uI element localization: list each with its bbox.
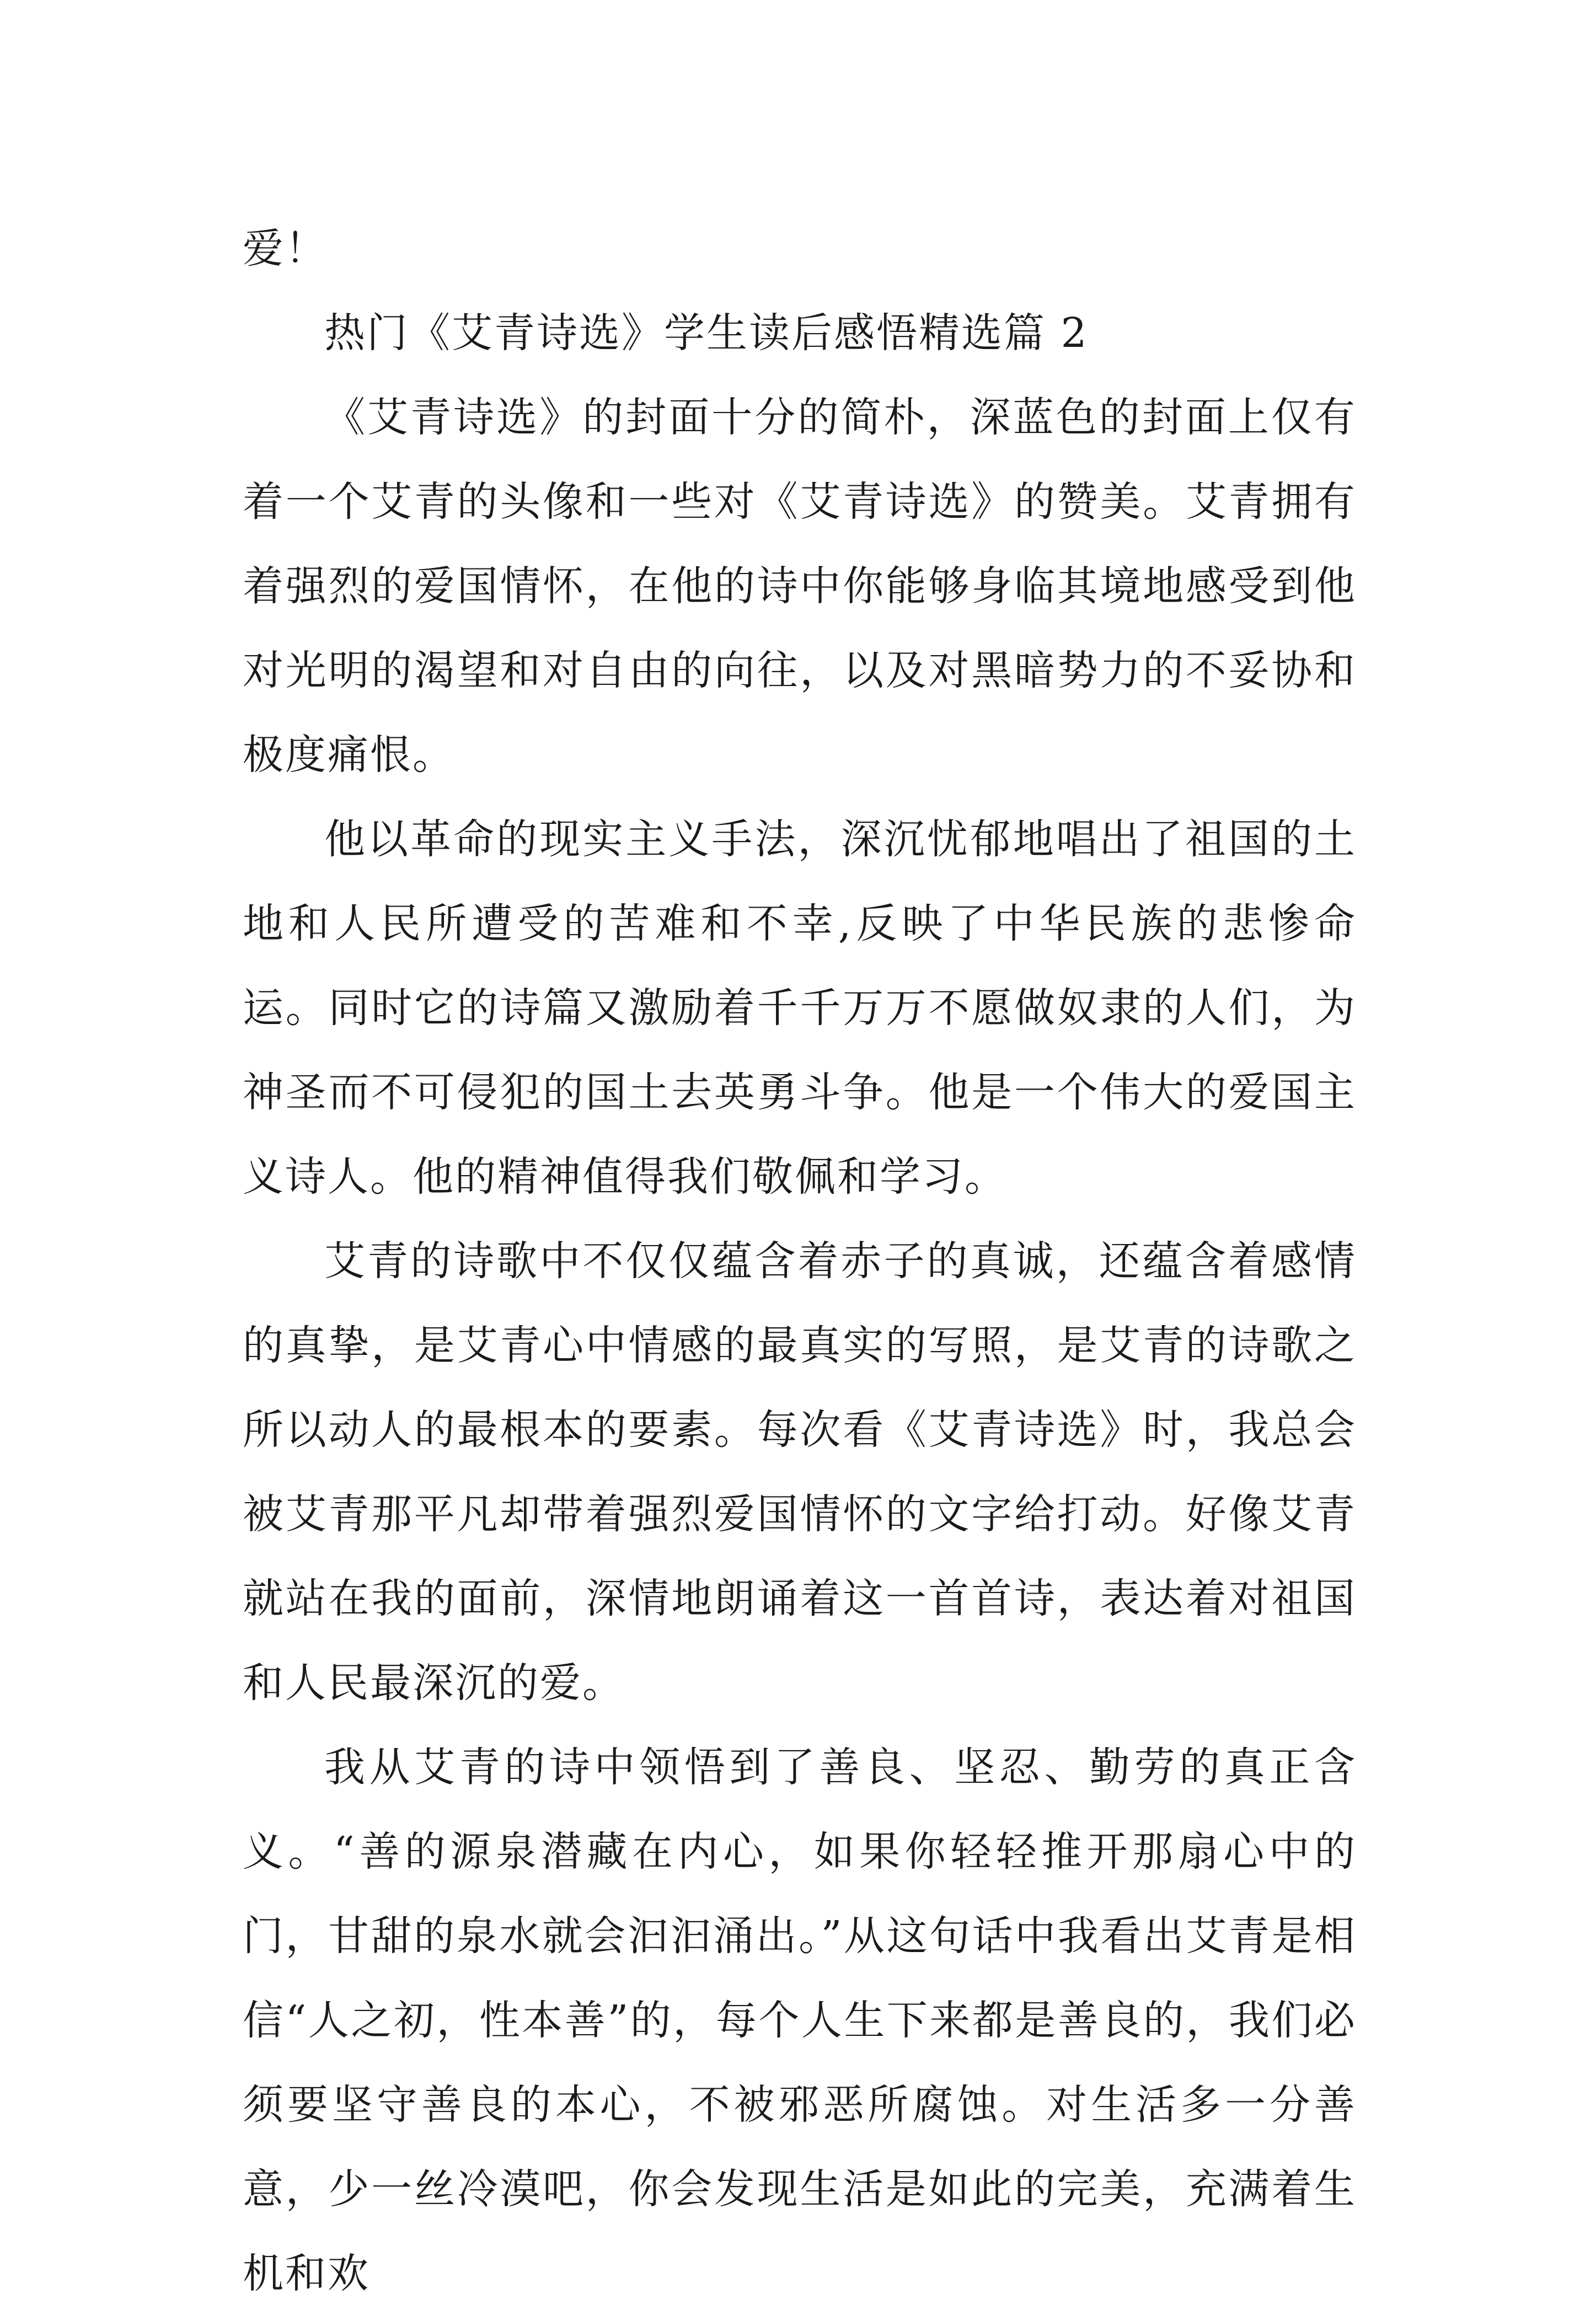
section-heading: 热门《艾青诗选》学生读后感悟精选篇 2 (324, 309, 1089, 357)
paragraph: 艾青的诗歌中不仅仅蕴含着赤子的真诚，还蕴含着感情的真挚，是艾青心中情感的最真实的写照，是艾青的诗歌之所以动人的最根本的要素。每次看《艾青诗选》时，我总会被艾青那平凡却带着强烈爱国情怀的文字给打动。好像艾青就站在我的面前，深情地朗诵着这一首首诗，表达着对祖国和人民最深沉的爱。 (243, 1237, 1357, 1707)
paragraph: 《艾青诗选》的封面十分的简朴，深蓝色的封面上仅有着一个艾青的头像和一些对《艾青诗选》的赞美。艾青拥有着强烈的爱国情怀，在他的诗中你能够身临其境地感受到他对光明的渴望和对自由的向往，以及对黑暗势力的不妥协和极度痛恨。 (243, 394, 1357, 779)
document-body (243, 207, 1357, 2316)
paragraph: 我从艾青的诗中领悟到了善良、坚忍、勤劳的真正含义。“善的源泉潜藏在内心，如果你轻轻推开那扇心中的门，甘甜的泉水就会汩汩涌出。”从这句话中我看出艾青是相信“人之初，性本善”的，每个人生下来都是善良的，我们必须要坚守善良的本心，不被邪恶所腐蚀。对生活多一分善意，少一丝冷漠吧，你会发现生活是如此的完美，充满着生机和欢 (243, 1744, 1357, 2297)
lead-text: 爱！ (243, 225, 328, 272)
paragraph: 他以革命的现实主义手法，深沉忧郁地唱出了祖国的土地和人民所遭受的苦难和不幸,反映了中华民族的悲惨命运。同时它的诗篇又激励着千千万万不愿做奴隶的人们，为神圣而不可侵犯的国土去英勇斗争。他是一个伟大的爱国主义诗人。他的精神值得我们敬佩和学习。 (243, 816, 1357, 1200)
